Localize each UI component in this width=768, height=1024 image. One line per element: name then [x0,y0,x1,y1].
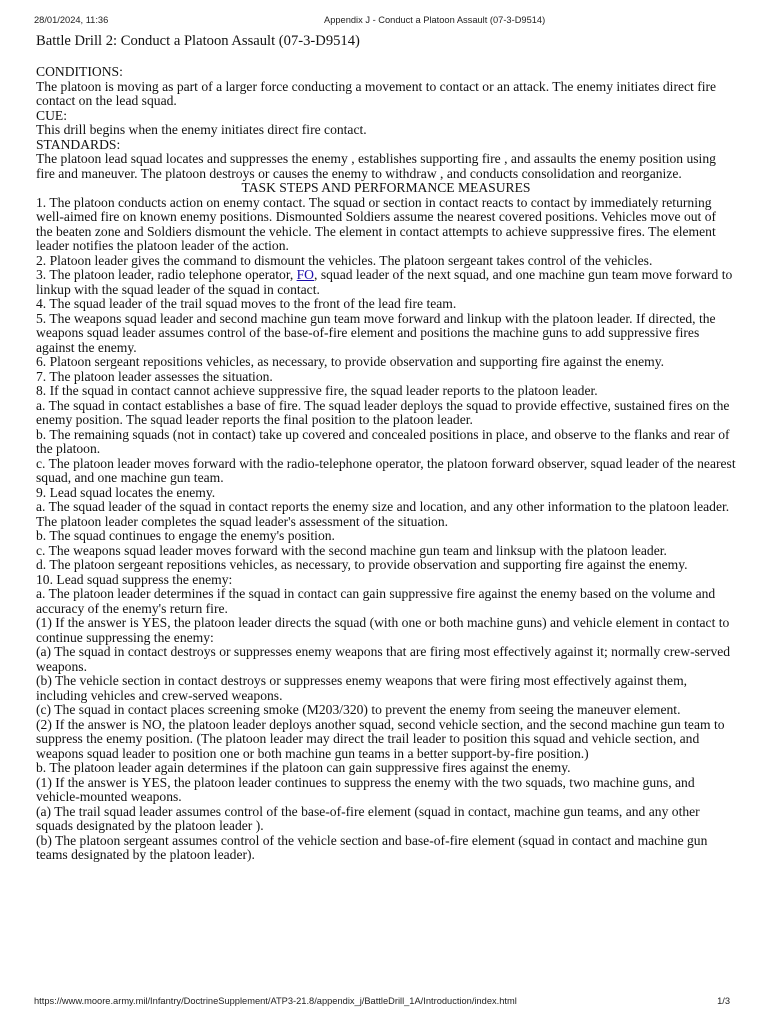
standards-heading: STANDARDS: [36,136,121,152]
document-body [36,33,736,863]
task-steps-heading: TASK STEPS AND PERFORMANCE MEASURES [241,180,531,195]
step-9b: b. The squad continues to engage the enemy's position. [36,528,335,543]
step-10b-1a: (a) The trail squad leader assumes control of the base-of-fire element (squad in contact, machine gun teams, and any other squads designated by the platoon leader ). [36,803,700,833]
step-10a-1b: (b) The vehicle section in contact destroys or suppresses enemy weapons that were firing most effectively against them, including vehicles and crew-served weapons. [36,673,688,703]
step-9: 9. Lead squad locates the enemy. [36,484,216,500]
print-footer [34,996,730,1010]
print-page-title: Appendix J - Conduct a Platoon Assault (07-3-D9514) [324,15,546,25]
step-4: 4. The squad leader of the trail squad moves to the front of the lead fire team. [36,296,457,311]
step-10b-1: (1) If the answer is YES, the platoon leader continues to suppress the enemy with the two squads, two machine guns, and vehicle-mounted weapons. [36,774,695,804]
step-7: 7. The platoon leader assesses the situation. [36,368,273,384]
step-8a: a. The squad in contact establishes a base of fire. The squad leader deploys the squad to provide effective, sustained fires on the enemy position. The squad leader reports the final position to the platoon leader. [36,397,730,427]
print-url: https://www.moore.army.mil/Infantry/DoctrineSupplement/ATP3-21.8/appendix_j/BattleDrill_1A/Introduction/index.html [34,996,517,1006]
print-header [34,15,730,29]
cue-heading: CUE: [36,107,67,123]
print-page-number: 1/3 [717,996,730,1006]
step-5: 5. The weapons squad leader and second machine gun team move forward and linkup with the platoon leader. If directed, the weapons squad leader assumes control of the base-of-fire element and positions the machine guns to add suppressive fires against the enemy. [36,310,716,355]
step-8: 8. If the squad in contact cannot achieve suppressive fire, the squad leader reports to the platoon leader. [36,383,598,398]
step-9d: d. The platoon sergeant repositions vehicles, as necessary, to provide observation and supporting fire against the enemy. [36,557,688,572]
step-9a: a. The squad leader of the squad in contact reports the enemy size and location, and any other information to the platoon leader. The platoon leader completes the squad leader's assessment of the situation. [36,499,730,529]
cue-text: This drill begins when the enemy initiates direct fire contact. [36,122,367,137]
step-10a-2: (2) If the answer is NO, the platoon leader deploys another squad, second vehicle section, and the second machine gun team to suppress the enemy position. (The platoon leader may direct the trail leader to position this squad and vehicle section, and weapons squad leader to position one or both machine gun teams in a better support-by-fire position.) [36,716,725,761]
step-1: 1. The platoon conducts action on enemy contact. The squad or section in contact reacts to contact by immediately returning well-aimed fire on known enemy positions. Dismounted Soldiers assume the nearest covered positions. Vehicles move out of the beaten zone and Soldiers dismount the vehicle. The element in contact attempts to achieve suppressive fires. The element leader notifies the platoon leader of the action. [36,194,717,253]
print-datetime: 28/01/2024, 11:36 [34,15,109,25]
standards-text: The platoon lead squad locates and suppresses the enemy , establishes supporting fire , and assaults the enemy position using fire and maneuver. The platoon destroys or causes the enemy to withdraw , and conducts consolidation and reorganize. [36,151,716,181]
step-8c: c. The platoon leader moves forward with the radio-telephone operator, the platoon forward observer, squad leader of the nearest squad, and one machine gun team. [36,455,736,485]
step-10a-1c: (c) The squad in contact places screening smoke (M203/320) to prevent the enemy from seeing the maneuver element. [36,702,681,717]
conditions-heading: CONDITIONS: [36,64,123,79]
document-title: Battle Drill 2: Conduct a Platoon Assault (07-3-D9514) [36,33,360,49]
step-9c: c. The weapons squad leader moves forward with the second machine gun team and linksup with the platoon leader. [36,542,667,558]
step-3-text-end: , squad leader of the next squad, and one machine gun team move forward to linkup with the squad leader of the squad in contact. [36,267,733,297]
step-10b-1b: (b) The platoon sergeant assumes control of the vehicle section and base-of-fire element (squad in contact and machine gun teams designated by the platoon leader). [36,832,708,862]
step-3-text-start: 3. The platoon leader, radio telephone operator, [36,267,297,282]
step-8b: b. The remaining squads (not in contact) take up covered and concealed positions in place, and observe to the flanks and rear of the platoon. [36,426,730,456]
step-10a-1a: (a) The squad in contact destroys or suppresses enemy weapons that are firing most effectively against it; normally crew-served weapons. [36,644,731,674]
step-2: 2. Platoon leader gives the command to dismount the vehicles. The platoon sergeant takes control of the vehicles. [36,252,653,268]
step-10: 10. Lead squad suppress the enemy: [36,571,233,587]
conditions-text: The platoon is moving as part of a larger force conducting a movement to contact or an attack. The enemy initiates direct fire contact on the lead squad. [36,78,717,108]
step-6: 6. Platoon sergeant repositions vehicles, as necessary, to provide observation and supporting fire against the enemy. [36,354,665,369]
step-10a-1: (1) If the answer is YES, the platoon leader directs the squad (with one or both machine guns) and vehicle element in contact to continue suppressing the enemy: [36,615,730,645]
step-10a: a. The platoon leader determines if the squad in contact can gain suppressive fire against the enemy based on the volume and accuracy of the enemy's return fire. [36,586,716,616]
step-10b: b. The platoon leader again determines if the platoon can gain suppressive fires against the enemy. [36,760,571,775]
fo-link[interactable]: FO [296,267,315,282]
step-3 [36,268,736,297]
